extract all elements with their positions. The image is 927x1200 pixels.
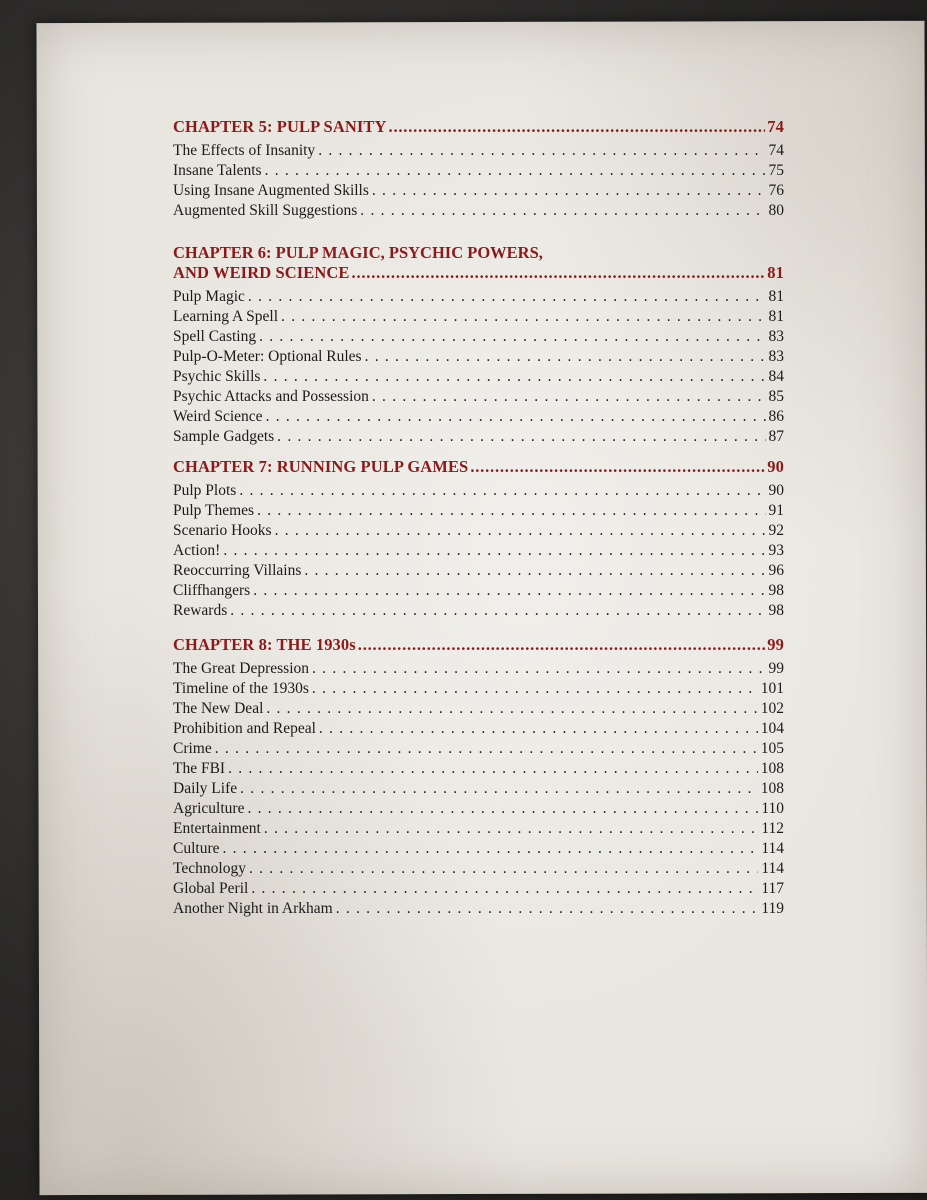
entry-page-number: 104 xyxy=(760,720,784,737)
toc-entry[interactable] xyxy=(173,739,784,759)
entry-page-number: 84 xyxy=(768,368,784,385)
entry-page-number: 114 xyxy=(761,860,784,877)
dot-leader xyxy=(312,659,765,679)
entry-title: Scenario Hooks xyxy=(173,522,272,539)
entry-page-number: 112 xyxy=(761,820,784,837)
entry-title: Crime xyxy=(173,740,212,757)
entry-page-number: 101 xyxy=(760,680,784,697)
entry-title: Entertainment xyxy=(173,820,261,837)
entry-page-number: 114 xyxy=(761,840,784,857)
chapter-title-text: CHAPTER 7: RUNNING PULP GAMES xyxy=(173,457,469,476)
entry-page-number: 90 xyxy=(768,482,784,499)
dot-leader xyxy=(265,161,766,181)
entry-title: Psychic Skills xyxy=(173,368,261,385)
entry-page-number: 105 xyxy=(760,740,784,757)
entry-title: Action! xyxy=(173,542,221,559)
toc-entry[interactable] xyxy=(173,521,784,541)
entry-page-number: 99 xyxy=(768,660,784,677)
toc-entry[interactable] xyxy=(173,367,784,387)
toc-entry[interactable] xyxy=(173,859,784,879)
entry-title: Augmented Skill Suggestions xyxy=(173,202,358,219)
toc-entry[interactable] xyxy=(173,839,784,859)
entry-page-number: 91 xyxy=(768,502,784,519)
dot-leader xyxy=(360,201,765,221)
dot-leader xyxy=(259,327,765,347)
chapter-page-number: 99 xyxy=(767,635,784,654)
toc-entry[interactable] xyxy=(173,659,784,679)
toc-entry[interactable] xyxy=(173,307,784,327)
toc-entry[interactable] xyxy=(173,719,784,739)
table-of-contents xyxy=(173,117,784,919)
chapter-title-line1[interactable]: CHAPTER 6: PULP MAGIC, PSYCHIC POWERS, xyxy=(173,243,543,262)
toc-entry[interactable] xyxy=(173,501,784,521)
entry-title: Prohibition and Repeal xyxy=(173,720,316,737)
entry-page-number: 102 xyxy=(760,700,784,717)
toc-entry[interactable] xyxy=(173,879,784,899)
entry-page-number: 81 xyxy=(768,308,784,325)
entry-page-number: 83 xyxy=(768,348,784,365)
toc-entry[interactable] xyxy=(173,759,784,779)
chapter-title-text: CHAPTER 8: THE 1930s xyxy=(173,635,356,654)
entry-title: The Effects of Insanity xyxy=(173,142,316,159)
toc-entry[interactable] xyxy=(173,779,784,799)
toc-entry[interactable] xyxy=(173,327,784,347)
entry-title: The Great Depression xyxy=(173,660,310,677)
entry-title: Insane Talents xyxy=(173,162,262,179)
entry-title: Cliffhangers xyxy=(173,582,251,599)
dot-leader xyxy=(358,635,766,655)
entry-title: Reoccurring Villains xyxy=(173,562,302,579)
dot-leader xyxy=(275,521,766,541)
toc-entry[interactable] xyxy=(173,819,784,839)
toc-entry[interactable] xyxy=(173,287,784,307)
entry-page-number: 81 xyxy=(768,288,784,305)
chapter-title-text: AND WEIRD SCIENCE xyxy=(173,263,350,282)
toc-entry[interactable] xyxy=(173,541,784,561)
dot-leader xyxy=(223,541,765,561)
dot-leader xyxy=(365,347,766,367)
dot-leader xyxy=(277,427,765,447)
entry-page-number: 93 xyxy=(768,542,784,559)
dot-leader xyxy=(304,561,765,581)
entry-title: Timeline of the 1930s xyxy=(173,680,309,697)
dot-leader xyxy=(215,739,758,759)
entry-title: Pulp Plots xyxy=(173,482,237,499)
chapter-title[interactable] xyxy=(173,635,784,655)
chapter-section xyxy=(173,243,784,447)
entry-title: The New Deal xyxy=(173,700,264,717)
entry-title: Weird Science xyxy=(173,408,263,425)
dot-leader xyxy=(251,879,758,899)
entry-title: Daily Life xyxy=(173,780,238,797)
toc-entry[interactable] xyxy=(173,141,784,161)
entry-title: Pulp Themes xyxy=(173,502,255,519)
dot-leader xyxy=(228,759,758,779)
entry-page-number: 87 xyxy=(768,428,784,445)
chapter-section xyxy=(173,117,784,221)
toc-entry[interactable] xyxy=(173,899,784,919)
toc-entry[interactable] xyxy=(173,161,784,181)
chapter-page-number: 81 xyxy=(767,263,784,282)
entry-page-number: 96 xyxy=(768,562,784,579)
chapter-title-text: CHAPTER 5: PULP SANITY xyxy=(173,117,387,136)
entry-page-number: 74 xyxy=(768,142,784,159)
chapter-section xyxy=(173,457,784,621)
entry-title: Agriculture xyxy=(173,800,245,817)
dot-leader xyxy=(266,407,766,427)
toc-entry[interactable] xyxy=(173,799,784,819)
toc-entry[interactable] xyxy=(173,481,784,501)
chapter-page-number: 90 xyxy=(767,457,784,476)
entry-page-number: 110 xyxy=(761,800,784,817)
dot-leader xyxy=(372,181,766,201)
entry-title: The FBI xyxy=(173,760,226,777)
dot-leader xyxy=(247,799,758,819)
entry-title: Rewards xyxy=(173,602,228,619)
dot-leader xyxy=(248,287,766,307)
entry-page-number: 83 xyxy=(768,328,784,345)
dot-leader xyxy=(253,581,765,601)
dot-leader xyxy=(239,481,765,501)
entry-page-number: 92 xyxy=(768,522,784,539)
entry-title: Using Insane Augmented Skills xyxy=(173,182,369,199)
toc-entry[interactable] xyxy=(173,387,784,407)
dot-leader xyxy=(266,699,757,719)
toc-entry[interactable] xyxy=(173,581,784,601)
entry-title: Culture xyxy=(173,840,220,857)
entry-page-number: 86 xyxy=(768,408,784,425)
entry-title: Pulp Magic xyxy=(173,288,245,305)
toc-entry[interactable] xyxy=(173,601,784,621)
dot-leader xyxy=(318,141,765,161)
dot-leader xyxy=(249,859,758,879)
entry-title: Technology xyxy=(173,860,246,877)
dot-leader xyxy=(352,263,766,283)
dot-leader xyxy=(470,457,765,477)
toc-entry[interactable] xyxy=(173,407,784,427)
entry-page-number: 76 xyxy=(768,182,784,199)
toc-entry[interactable] xyxy=(173,679,784,699)
toc-entry[interactable] xyxy=(173,699,784,719)
dot-leader xyxy=(230,601,765,621)
entry-title: Global Peril xyxy=(173,880,249,897)
entry-title: Pulp-O-Meter: Optional Rules xyxy=(173,348,362,365)
entry-page-number: 85 xyxy=(768,388,784,405)
toc-entry[interactable] xyxy=(173,561,784,581)
toc-entry[interactable] xyxy=(173,201,784,221)
dot-leader xyxy=(389,117,766,137)
dot-leader xyxy=(281,307,765,327)
entry-title: Sample Gadgets xyxy=(173,428,275,445)
entry-title: Psychic Attacks and Possession xyxy=(173,388,369,405)
entry-page-number: 75 xyxy=(768,162,784,179)
chapter-title[interactable] xyxy=(173,263,784,283)
entry-title: Learning A Spell xyxy=(173,308,279,325)
entry-page-number: 108 xyxy=(760,760,784,777)
dot-leader xyxy=(336,899,759,919)
dot-leader xyxy=(240,779,758,799)
dot-leader xyxy=(319,719,758,739)
entry-page-number: 80 xyxy=(768,202,784,219)
toc-entry[interactable] xyxy=(173,181,784,201)
dot-leader xyxy=(264,819,759,839)
dot-leader xyxy=(263,367,765,387)
entry-title: Spell Casting xyxy=(173,328,257,345)
toc-entry[interactable] xyxy=(173,347,784,367)
entry-page-number: 119 xyxy=(761,900,784,917)
dot-leader xyxy=(223,839,759,859)
dot-leader xyxy=(257,501,765,521)
entry-page-number: 117 xyxy=(761,880,784,897)
entry-page-number: 98 xyxy=(768,602,784,619)
chapter-section xyxy=(173,635,784,919)
chapter-title[interactable] xyxy=(173,457,784,477)
dot-leader xyxy=(312,679,758,699)
entry-title: Another Night in Arkham xyxy=(173,900,333,917)
entry-page-number: 98 xyxy=(768,582,784,599)
chapter-title[interactable] xyxy=(173,117,784,137)
chapter-page-number: 74 xyxy=(767,117,784,136)
dot-leader xyxy=(372,387,766,407)
entry-page-number: 108 xyxy=(760,780,784,797)
toc-entry[interactable] xyxy=(173,427,784,447)
